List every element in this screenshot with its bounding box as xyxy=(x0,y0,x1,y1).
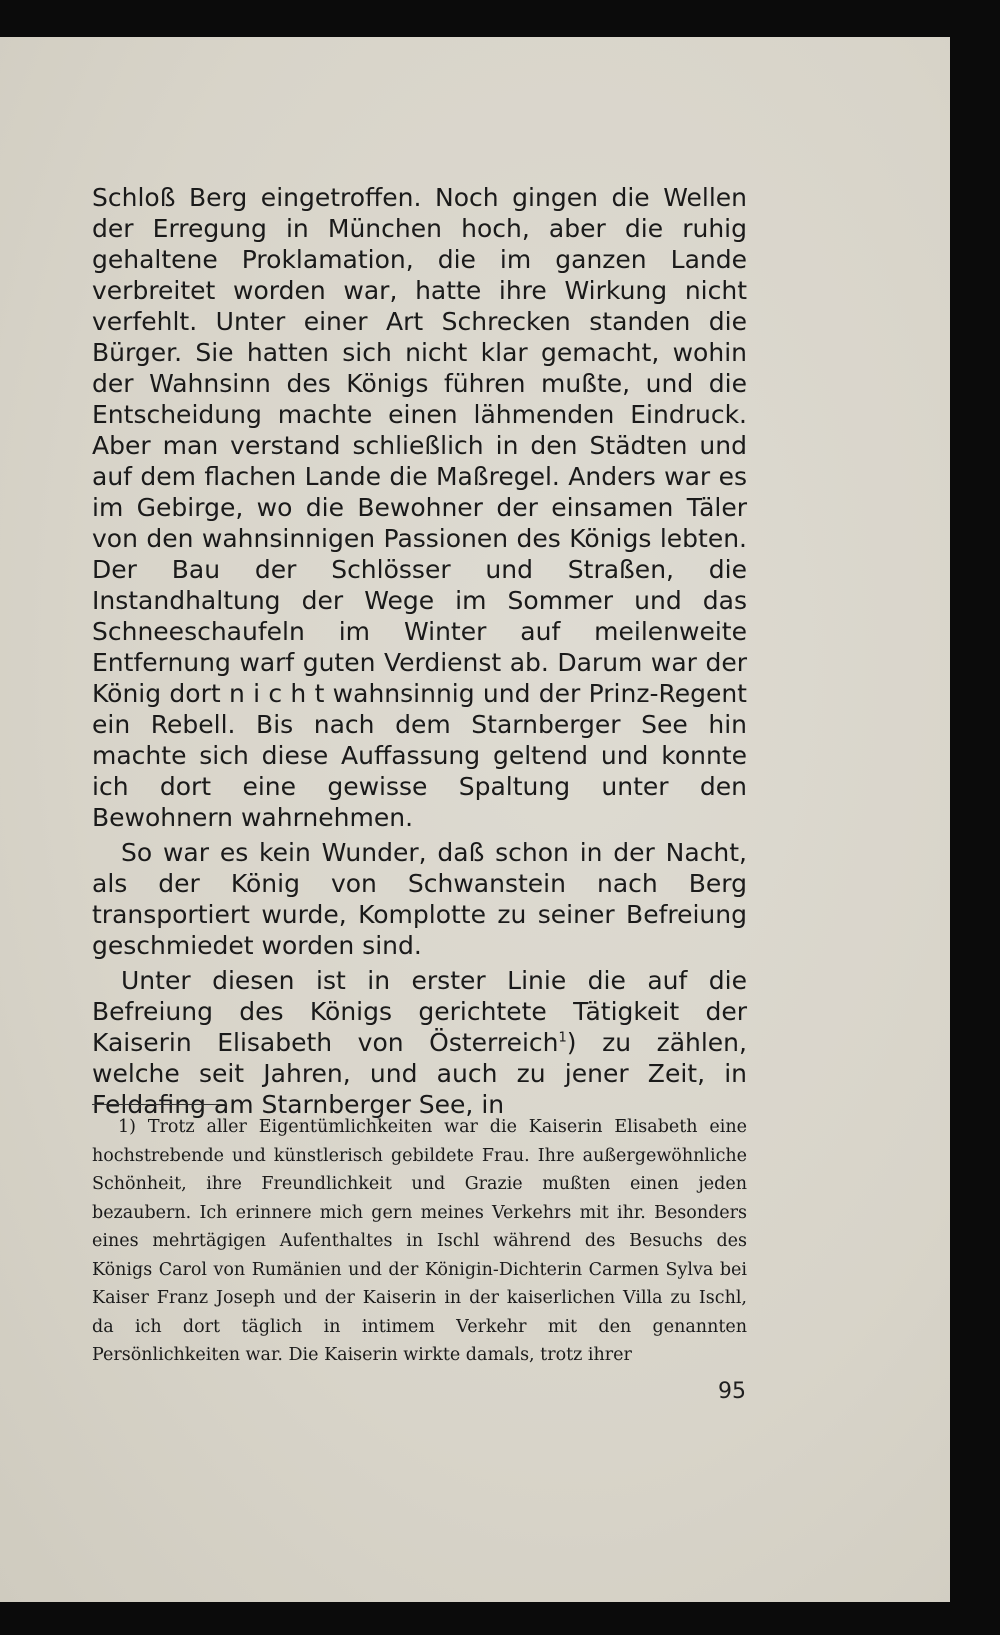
paragraph-3-start: Unter diesen ist in erster Linie die auf die Befreiung des Königs gerichtete Tätigkeit der Kaiserin Elisabeth von Österreich xyxy=(92,966,747,1057)
footnote-divider xyxy=(92,1104,227,1105)
body-text xyxy=(92,182,747,1120)
paragraph-1: Schloß Berg eingetroffen. Noch gingen die Wellen der Erregung in München hoch, aber die ruhig gehaltene Proklamation, die im ganzen Lande verbreitet worden war, hatte ihre Wirkung nicht verfehlt. Unter einer Art Schrecken standen die Bürger. Sie hatten sich nicht klar gemacht, wohin der Wahnsinn des Königs führen mußte, und die Entscheidung machte einen lähmenden Eindruck. Aber man verstand schließlich in den Städten und auf dem flachen Lande die Maßregel. Anders war es im Gebirge, wo die Bewohner der einsamen Täler von den wahnsinnigen Passionen des Königs lebten. Der Bau der Schlösser und Straßen, die Instandhaltung der Wege im Sommer und das Schneeschaufeln im Winter auf meilenweite Entfernung warf guten Verdienst ab. Darum war der König dort n i c h t wahnsinnig und der Prinz-Regent ein Rebell. Bis nach dem Starnberger See hin machte sich diese Auffassung geltend und konnte ich dort eine gewisse Spaltung unter den Bewohnern wahrnehmen. xyxy=(92,183,747,832)
paragraph-3-end: ) zu zählen, welche seit Jahren, und auch zu jener Zeit, in Feldafing am Starnberger See, in xyxy=(92,1028,747,1119)
page-number: 95 xyxy=(718,1379,746,1404)
paragraph-3 xyxy=(92,965,747,1120)
footnote-marker: 1 xyxy=(558,1030,567,1046)
paragraph-2: So war es kein Wunder, daß schon in der Nacht, als der König von Schwanstein nach Berg transportiert wurde, Komplotte zu seiner Befreiung geschmiedet worden sind. xyxy=(92,838,747,960)
book-page xyxy=(0,37,950,1602)
footnote: 1) Trotz aller Eigentümlichkeiten war die Kaiserin Elisabeth eine hochstrebende und künstlerisch gebildete Frau. Ihre außergewöhnliche Schönheit, ihre Freundlichkeit und Grazie mußten einen jeden bezaubern. Ich erinnere mich gern meines Verkehrs mit ihr. Besonders eines mehrtägigen Aufenthaltes in Ischl während des Besuchs des Königs Carol von Rumänien und der Königin-Dichterin Carmen Sylva bei Kaiser Franz Joseph und der Kaiserin in der kaiserlichen Villa zu Ischl, da ich dort täglich in intimem Verkehr mit den genannten Persönlichkeiten war. Die Kaiserin wirkte damals, trotz ihrer xyxy=(92,1117,747,1365)
